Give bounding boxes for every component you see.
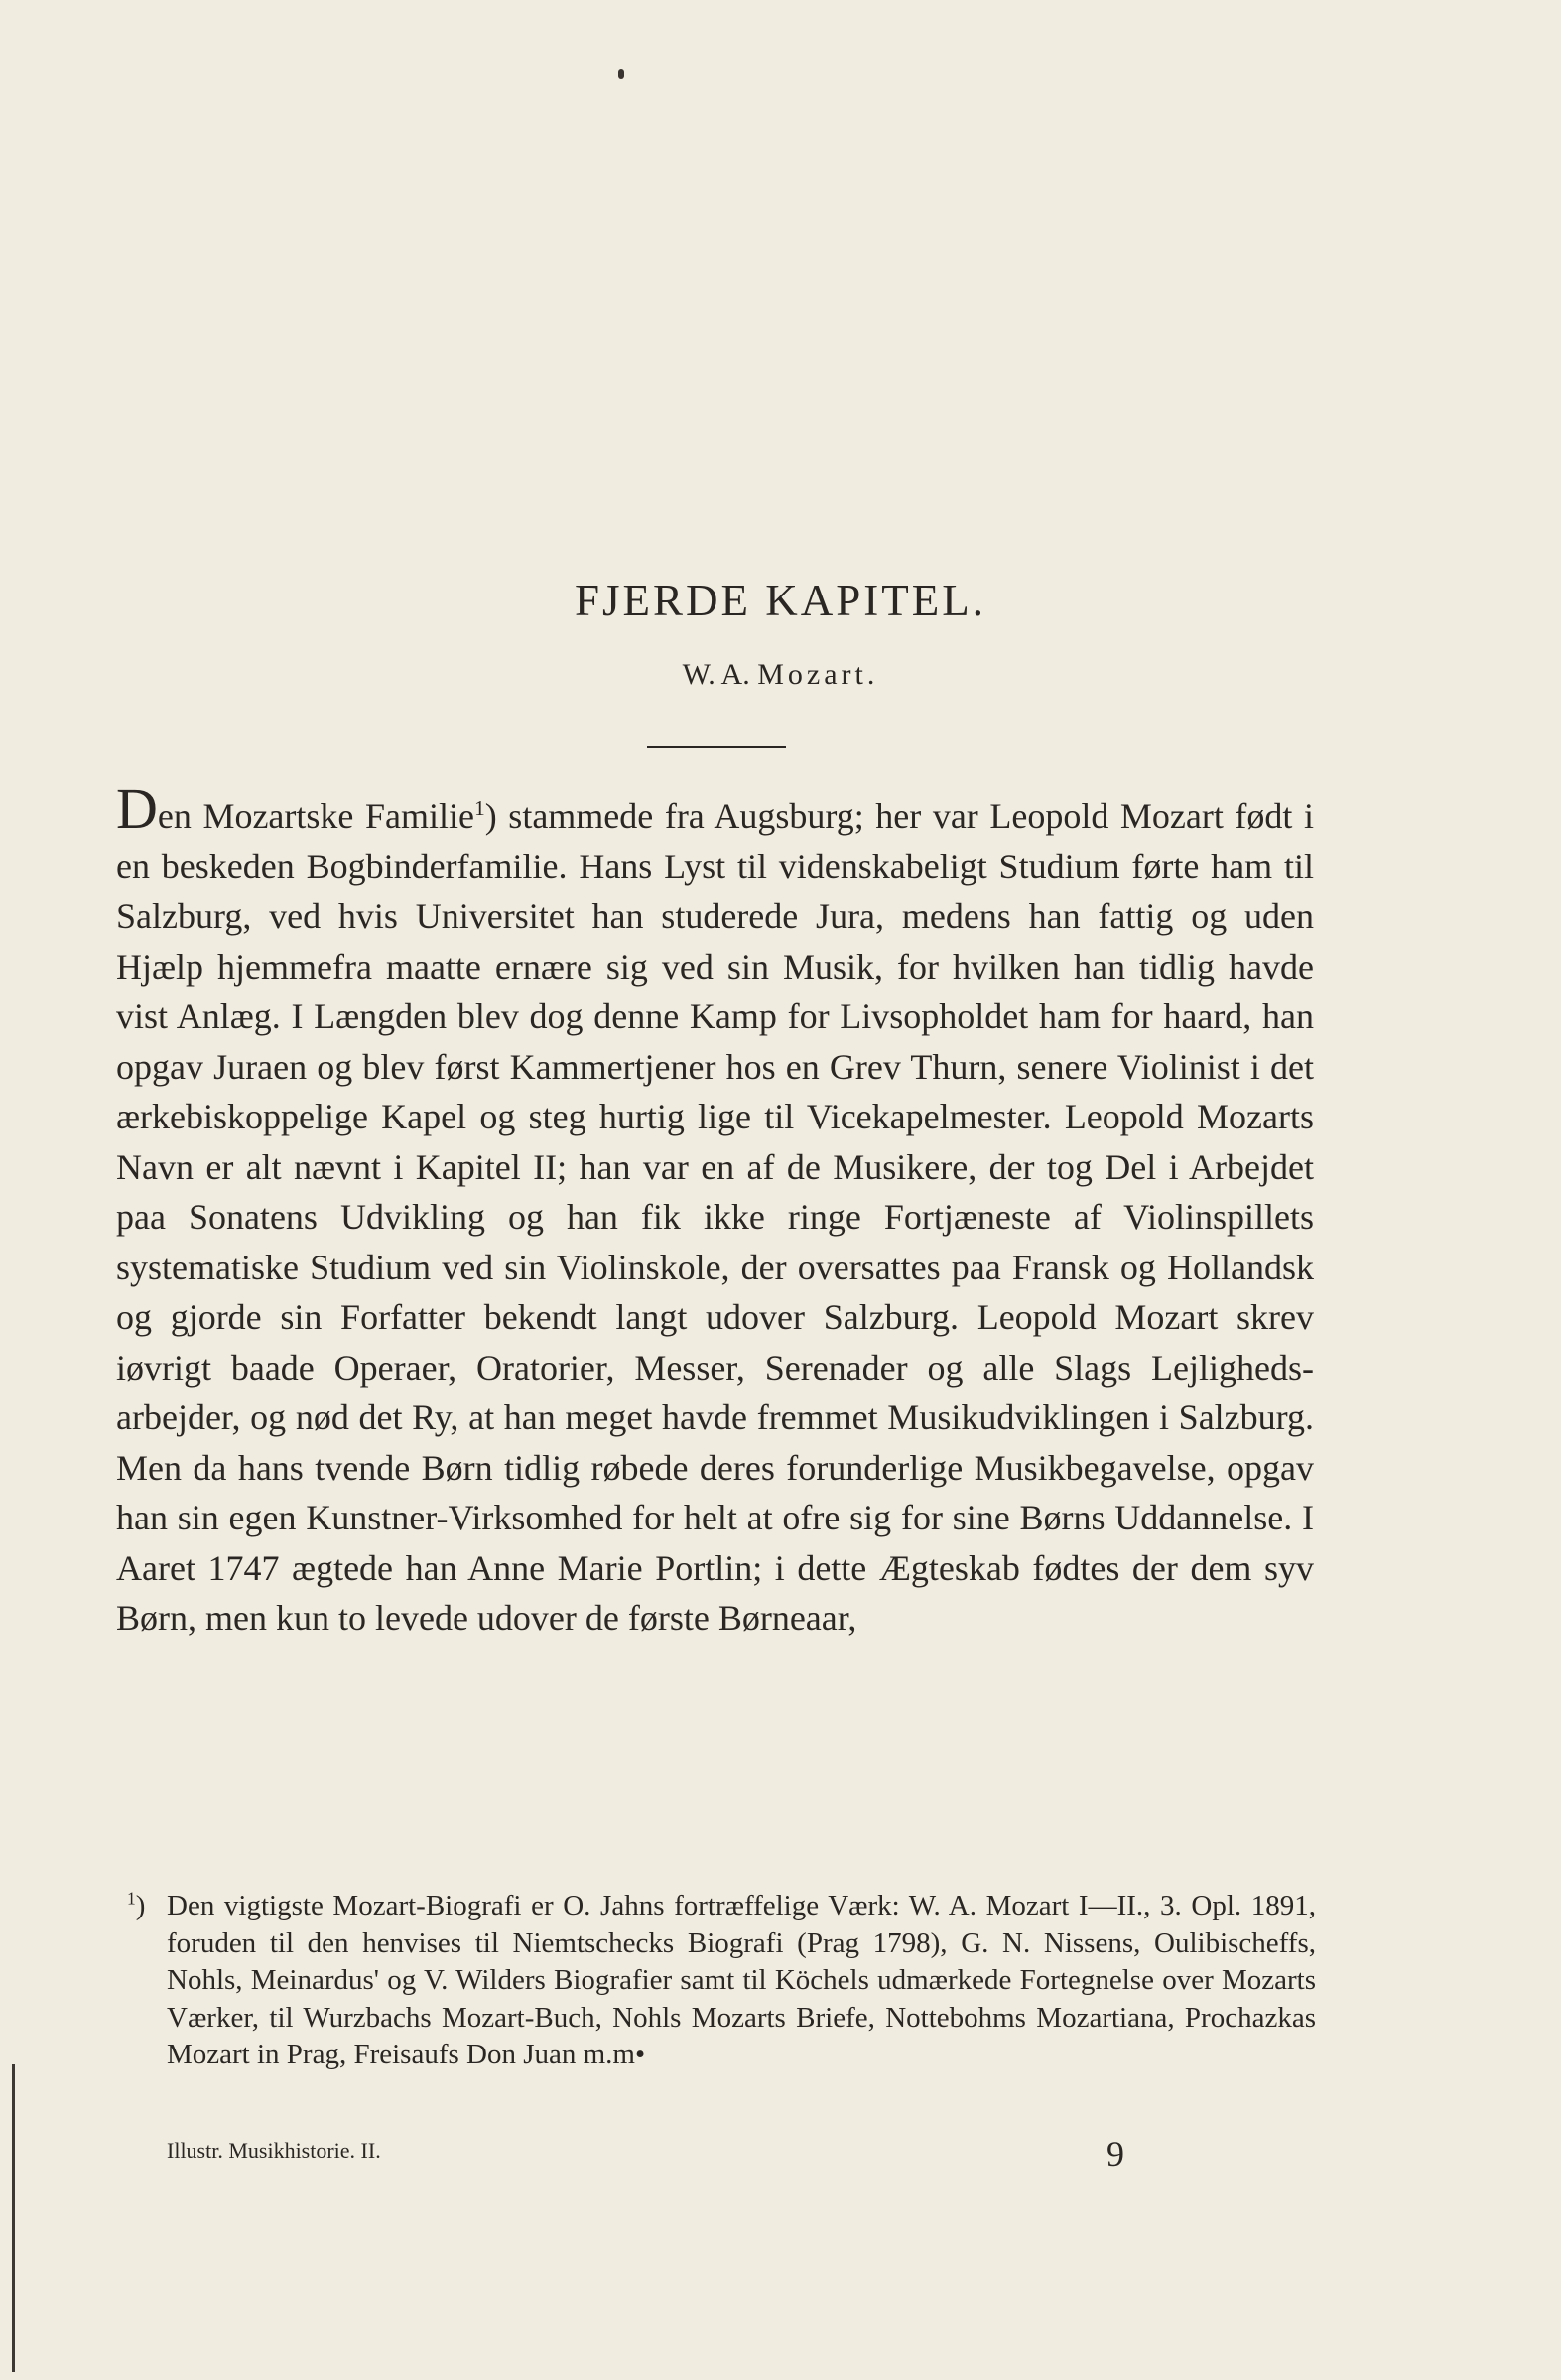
subtitle-initials: W. A. [682,658,750,691]
body-paragraph [116,776,1314,1644]
body-text: ) stammede fra Augsburg; her var Leopold Mozart født i en beskeden Bogbinderfamilie. Hans Lyst til videnskabeligt Studium førte ham til Salzburg, ved hvis Universitet han studerede Jura, medens han fattig og uden Hjælp hjemmefra maatte ernære sig ved sin Musik, for hvilken han tidlig havde vist Anlæg. I Længden blev dog denne Kamp for Livsopholdet ham for haard, han opgav Juraen og blev først Kammertjener hos en Grev Thurn, senere Violinist i det ærkebiskoppelige Kapel og steg hurtig lige til Vicekapelmester. Leopold Mozarts Navn er alt nævnt i Kapitel II; han var en af de Musikere, der tog Del i Arbejdet paa Sonatens Udvikling og han fik ikke ringe Fortjæneste af Violinspillets systematiske Studium ved sin Violinskole, der oversattes paa Fransk og Hollandsk og gjorde sin Forfatter bekendt langt udover Salzburg. Leopold Mozart skrev iøvrigt baade Operaer, Oratorier, Messer, Serenader og alle Slags Lejlighedsarbejder, og nød det Ry, at han meget havde fremmet Musikudviklingen i Salzburg. Men da hans tvende Børn tidlig røbede deres forunderlige Musikbegavelse, opgav han sin egen Kunstner-Virksomhed for helt at ofre sig for sine Børns Uddannelse. I Aaret 1747 ægtede han Anne Marie Portlin; i dette Ægteskab fødtes der dem syv Børn, men kun to levede udover de første Børneaar, [116,796,1314,1638]
subtitle-name: Mozart. [757,658,879,691]
drop-cap: D [116,776,158,841]
chapter-subtitle [0,655,1561,695]
running-footer: Illustr. Musikhistorie. II. [167,2138,381,2163]
page-edge-mark [12,2064,15,2372]
footnote-text: Den vigtigste Mozart-Biografi er O. Jahns fortræffelige Værk: W. A. Mozart I—II., 3. Opl. 1891, foruden til den henvises til Niemtschecks Biografi (Prag 1798), G. N. Nissens, Oulibischeffs, Nohls, Meinardus' og V. Wilders Biografier samt til Köchels udmærkede Fortegnelse over Mozarts Værker, til Wurzbachs Mozart-Buch, Nohls Mozarts Briefe, Nottebohms Mozartiana, Prochazkas Mozart in Prag, Freisaufs Don Juan m.m• [167,1890,1316,2070]
footnote-reference: 1 [473,796,485,820]
body-intro: en Mozartske Familie [157,796,474,836]
title-divider [647,746,786,748]
footnote-number: 1 [127,1888,136,1909]
footnote-marker: $^1$) [127,1888,146,1921]
chapter-title: FJERDE KAPITEL. [575,576,986,625]
footnote [127,1888,1316,2074]
page-mark [618,69,624,79]
page-number: 9 [1106,2134,1124,2174]
